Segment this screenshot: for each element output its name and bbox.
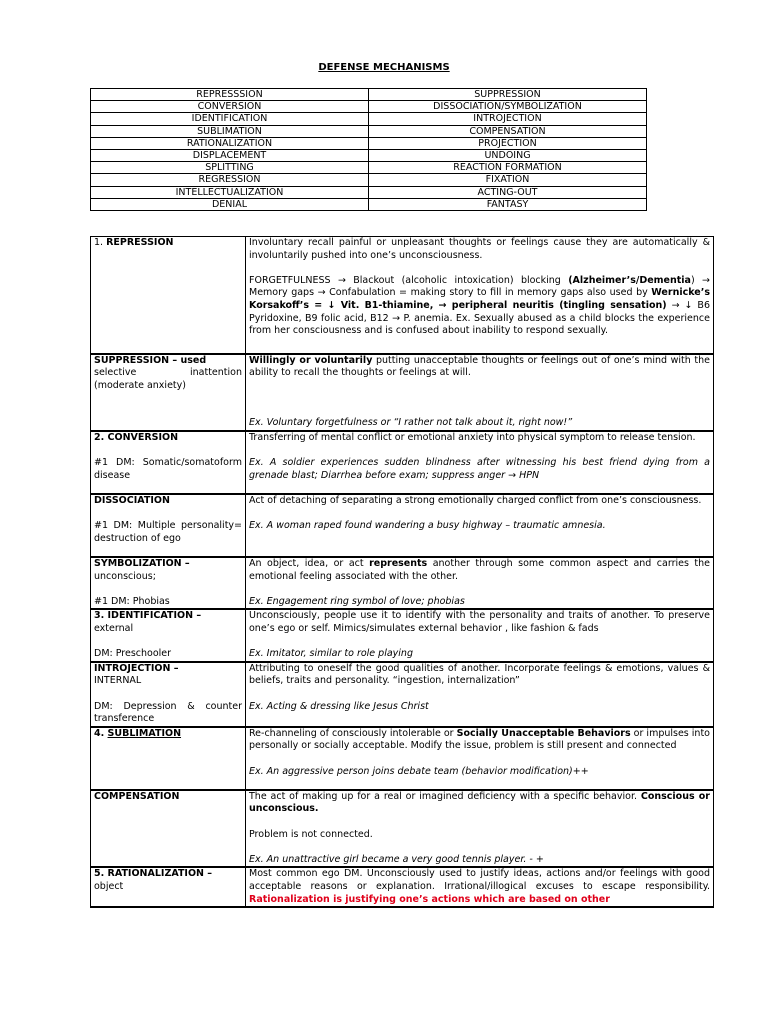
italic-text: Ex. An aggressive person joins debate team (behavior modification)++ bbox=[249, 765, 589, 777]
term-name: SUBLIMATION bbox=[107, 727, 182, 739]
table-row bbox=[91, 790, 714, 868]
definition-text bbox=[249, 728, 710, 753]
term-number: 4. bbox=[94, 727, 108, 739]
term-note: DM: Preschooler bbox=[94, 648, 172, 660]
table-row bbox=[91, 662, 714, 727]
definition-text: Transferring of mental conflict or emotional anxiety into physical symptom to release tension. bbox=[249, 432, 696, 444]
table-row bbox=[91, 101, 647, 113]
example-text bbox=[249, 520, 710, 533]
definition-text: Attributing to oneself the good qualities of another. Incorporate feelings & emotions, values & beliefs, traits and personality. “ingestion, internalization” bbox=[249, 662, 710, 687]
text-span: another through some common aspect and carries the emotional feeling associated with the other. bbox=[249, 558, 710, 582]
italic-text: Ex. Imitator, similar to role playing bbox=[249, 648, 413, 660]
italic-text: Ex. Voluntary forgetfulness or “I rather not talk about it, right now!” bbox=[249, 417, 573, 429]
bold-text: INTROJECTION – bbox=[94, 662, 179, 674]
table-row bbox=[91, 354, 714, 432]
italic-text: Ex. A soldier experiences sudden blindness after witnessing his best friend dying from a grenade blast; Diarrhea before exam; suppress anger → HPN bbox=[249, 457, 710, 481]
bold-text: (Alzheimer’s/Dementia bbox=[568, 274, 691, 286]
bold-text: Willingly or voluntarily bbox=[249, 354, 373, 366]
italic-text: Ex. An unattractive girl became a very good tennis player. - + bbox=[249, 853, 544, 865]
example-text bbox=[249, 596, 710, 609]
table-row bbox=[91, 162, 647, 174]
bold-text: DISSOCIATION bbox=[94, 495, 170, 507]
table-row bbox=[91, 494, 714, 557]
term-note: #1 DM: Somatic/somatoform disease bbox=[94, 457, 242, 481]
term-name bbox=[94, 495, 242, 508]
term-note: unconscious; bbox=[94, 570, 156, 582]
term-note: INTERNAL bbox=[94, 675, 142, 687]
term-cell bbox=[91, 662, 246, 727]
definition-cell bbox=[246, 662, 714, 727]
term-note: #1 DM: Multiple personality= destruction of ego bbox=[94, 520, 242, 544]
term-cell bbox=[91, 354, 246, 432]
text-span: ) → Memory gaps → Confabulation = making story to fill in memory gaps also used by bbox=[249, 274, 710, 299]
term-cell bbox=[91, 237, 246, 354]
table-row bbox=[91, 557, 714, 609]
term-heading bbox=[94, 237, 242, 250]
table-cell: IDENTIFICATION bbox=[91, 113, 369, 125]
table-cell: DISPLACEMENT bbox=[91, 149, 369, 161]
example-text bbox=[249, 766, 710, 779]
term-name: REPRESSION bbox=[106, 237, 174, 248]
table-cell: REACTION FORMATION bbox=[369, 162, 647, 174]
bold-text: COMPENSATION bbox=[94, 790, 180, 802]
mechanisms-table bbox=[90, 88, 647, 211]
bold-text: 5. RATIONALIZATION – bbox=[94, 868, 213, 880]
term-cell bbox=[91, 609, 246, 661]
term-note: #1 DM: Phobias bbox=[94, 595, 170, 607]
table-row bbox=[91, 237, 714, 354]
text-span: putting unacceptable thoughts or feelings out of one’s mind with the ability to recall the thoughts or feelings at will. bbox=[249, 354, 711, 379]
definition-cell bbox=[246, 790, 714, 868]
term-cell bbox=[91, 557, 246, 609]
definition-text: Problem is not connected. bbox=[249, 828, 373, 840]
term-name bbox=[94, 558, 242, 571]
definition-text: Unconsciously, people use it to identify with the personality and traits of another. To preserve one’s ego or self. Mimics/simulates external behavior , like fashion & fads bbox=[249, 610, 710, 635]
table-cell: PROJECTION bbox=[369, 137, 647, 149]
bold-text: SUPPRESSION – used bbox=[94, 354, 207, 366]
table-row bbox=[91, 149, 647, 161]
text-span: FORGETFULNESS → Blackout (alcoholic intoxication) blocking bbox=[249, 274, 569, 286]
table-cell: SUPPRESSION bbox=[369, 89, 647, 101]
bold-text: Socially Unacceptable Behaviors bbox=[456, 727, 631, 739]
table-row bbox=[91, 89, 647, 101]
definition-cell bbox=[246, 609, 714, 661]
text-span: Most common ego DM. Unconsciously used to justify ideas, actions and/or feelings with good acceptable reasons or explanation. Irrational/illogical excuses to escape responsibility. bbox=[249, 868, 710, 892]
table-cell: FANTASY bbox=[369, 198, 647, 210]
definition-text bbox=[249, 355, 710, 380]
bold-text: SYMBOLIZATION – bbox=[94, 558, 190, 570]
table-row bbox=[91, 431, 714, 494]
table-cell: INTELLECTUALIZATION bbox=[91, 186, 369, 198]
example-text bbox=[249, 417, 710, 430]
text-span: An object, idea, or act bbox=[249, 558, 370, 570]
definition-text: Act of detaching of separating a strong emotionally charged conflict from one’s consciousness. bbox=[249, 495, 702, 507]
table-cell: FIXATION bbox=[369, 174, 647, 186]
text-span: or impulses into personally or socially acceptable. Modify the issue, problem is still present and connected bbox=[249, 727, 710, 752]
table-cell: DENIAL bbox=[91, 198, 369, 210]
table-cell: UNDOING bbox=[369, 149, 647, 161]
table-row bbox=[91, 867, 714, 907]
table-row bbox=[91, 174, 647, 186]
term-name bbox=[94, 663, 242, 676]
text-span: Re-channeling of consciously intolerable or bbox=[249, 727, 457, 739]
term-note: selective inattention (moderate anxiety) bbox=[94, 367, 242, 391]
italic-text: Ex. Engagement ring symbol of love; phobias bbox=[249, 595, 465, 607]
definition-cell bbox=[246, 867, 714, 907]
bold-text: Conscious or unconscious. bbox=[249, 790, 710, 815]
term-name bbox=[94, 355, 242, 368]
term-name bbox=[94, 610, 242, 623]
table-cell: REPRESSSION bbox=[91, 89, 369, 101]
term-heading bbox=[94, 728, 242, 741]
table-row bbox=[91, 113, 647, 125]
definition-cell bbox=[246, 431, 714, 494]
definition-cell bbox=[246, 494, 714, 557]
table-cell: RATIONALIZATION bbox=[91, 137, 369, 149]
example-text bbox=[249, 457, 710, 482]
bold-text: Wernicke’s Korsakoff’s = ↓ Vit. B1-thiamine, → peripheral neuritis (tingling sensation) bbox=[249, 287, 710, 311]
definition-cell bbox=[246, 237, 714, 354]
table-row bbox=[91, 609, 714, 661]
definition-cell bbox=[246, 557, 714, 609]
term-cell bbox=[91, 867, 246, 907]
term-note: object bbox=[94, 880, 124, 892]
table-row bbox=[91, 727, 714, 790]
table-cell: CONVERSION bbox=[91, 101, 369, 113]
term-name bbox=[94, 432, 242, 445]
bold-text: 2. CONVERSION bbox=[94, 432, 179, 444]
page-title: DEFENSE MECHANISMS bbox=[318, 62, 450, 73]
definition-text: Involuntary recall painful or unpleasant thoughts or feelings cause they are automatically & involuntarily pushed into one’s unconsciousness. bbox=[249, 237, 710, 261]
table-cell: ACTING-OUT bbox=[369, 186, 647, 198]
table-cell: COMPENSATION bbox=[369, 125, 647, 137]
table-cell: SPLITTING bbox=[91, 162, 369, 174]
table-row bbox=[91, 125, 647, 137]
term-cell bbox=[91, 727, 246, 790]
bold-text: represents bbox=[369, 558, 428, 570]
example-text bbox=[249, 854, 710, 867]
definition-text bbox=[249, 868, 710, 906]
term-cell bbox=[91, 790, 246, 868]
definition-text bbox=[249, 791, 710, 816]
table-cell: DISSOCIATION/SYMBOLIZATION bbox=[369, 101, 647, 113]
bold-text: 3. IDENTIFICATION – bbox=[94, 610, 202, 622]
term-note: DM: Depression & counter transference bbox=[94, 700, 242, 725]
definition-text bbox=[249, 558, 710, 583]
italic-text: Ex. A woman raped found wandering a busy highway – traumatic amnesia. bbox=[249, 520, 606, 532]
table-row bbox=[91, 198, 647, 210]
italic-text: Ex. Acting & dressing like Jesus Christ bbox=[249, 700, 429, 712]
table-cell: REGRESSION bbox=[91, 174, 369, 186]
term-note: external bbox=[94, 623, 134, 635]
term-number: 1. bbox=[94, 237, 107, 248]
text-span: The act of making up for a real or imagined deficiency with a specific behavior. bbox=[249, 790, 637, 802]
table-row bbox=[91, 186, 647, 198]
term-cell bbox=[91, 431, 246, 494]
term-name bbox=[94, 868, 242, 881]
text-span: → ↓ B6 Pyridoxine, B9 folic acid, B12 → P. anemia. Ex. Sexually abused as a child blocks the experience from her consciousness and is confused about inability to respond sexually. bbox=[249, 299, 710, 337]
table-cell: SUBLIMATION bbox=[91, 125, 369, 137]
table-cell: INTROJECTION bbox=[369, 113, 647, 125]
table-row bbox=[91, 137, 647, 149]
definition-text bbox=[249, 275, 710, 338]
definition-cell bbox=[246, 727, 714, 790]
highlighted-text: Rationalization is justifying one’s actions which are based on other bbox=[249, 893, 610, 905]
definition-cell bbox=[246, 354, 714, 432]
term-name bbox=[94, 791, 242, 804]
definitions-table bbox=[90, 236, 714, 908]
term-cell bbox=[91, 494, 246, 557]
example-text bbox=[249, 648, 710, 661]
example-text bbox=[249, 701, 710, 714]
